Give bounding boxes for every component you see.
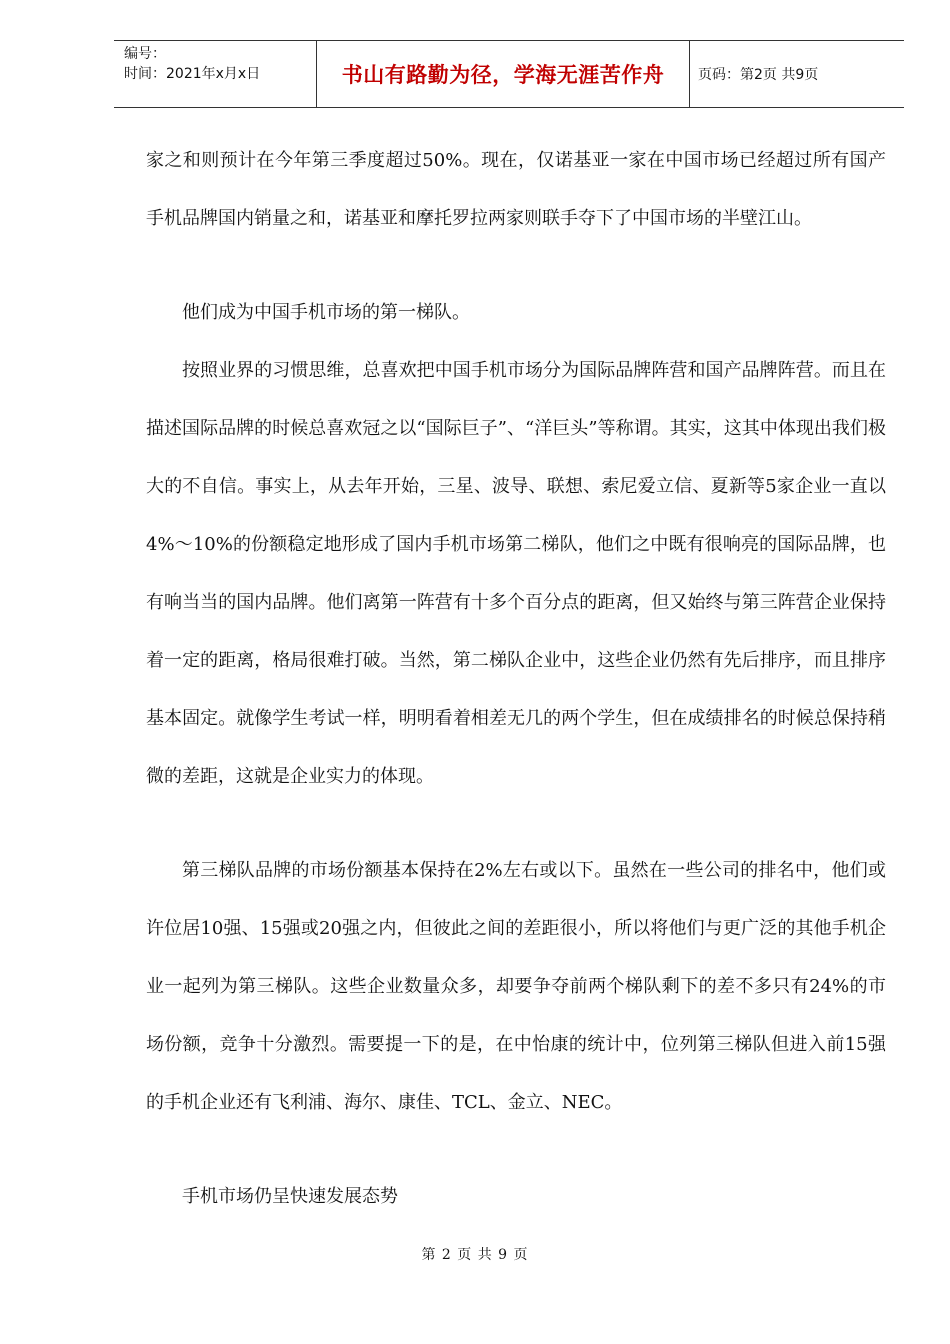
document-time-label: 时间：2021年x月x日 [124, 66, 261, 82]
header-meta-cell [114, 41, 317, 107]
paragraph-3: 按照业界的习惯思维，总喜欢把中国手机市场分为国际品牌阵营和国产品牌阵营。而且在描述国际品牌的时候总喜欢冠之以“国际巨子”、“洋巨头”等称谓。其实，这其中体现出我们极大的不自信。事实上，从去年开始，三星、波导、联想、索尼爱立信、夏新等5家企业一直以4%～10%的份额稳定地形成了国内手机市场第二梯队，他们之中既有很响亮的国际品牌，也有响当当的国内品牌。他们离第一阵营有十多个百分点的距离，但又始终与第三阵营企业保持着一定的距离，格局很难打破。当然，第二梯队企业中，这些企业仍然有先后排序，而且排序基本固定。就像学生考试一样，明明看着相差无几的两个学生，但在成绩排名的时候总保持稍微的差距，这就是企业实力的体现。 [146, 360, 886, 787]
paragraph-4: 第三梯队品牌的市场份额基本保持在2%左右或以下。虽然在一些公司的排名中，他们或许位居10强、15强或20强之内，但彼此之间的差距很小，所以将他们与更广泛的其他手机企业一起列为第三梯队。这些企业数量众多，却要争夺前两个梯队剩下的差不多只有24%的市场份额，竞争十分激烈。需要提一下的是，在中怡康的统计中，位列第三梯队但进入前15强的手机企业还有飞利浦、海尔、康佳、TCL、金立、NEC。 [146, 860, 886, 1113]
document-number-label: 编号： [124, 46, 166, 62]
document-body [146, 132, 886, 1226]
section-heading: 手机市场仍呈快速发展态势 [182, 1186, 398, 1207]
paragraph-2: 他们成为中国手机市场的第一梯队。 [182, 302, 470, 323]
header-page-number: 页码：第2页 共9页 [698, 67, 819, 83]
page-footer: 第 2 页 共 9 页 [421, 1247, 529, 1263]
page-header [114, 40, 904, 108]
header-motto: 书山有路勤为径，学海无涯苦作舟 [317, 41, 690, 107]
paragraph-1: 家之和则预计在今年第三季度超过50%。现在，仅诺基亚一家在中国市场已经超过所有国产手机品牌国内销量之和，诺基亚和摩托罗拉两家则联手夺下了中国市场的半壁江山。 [146, 150, 886, 229]
